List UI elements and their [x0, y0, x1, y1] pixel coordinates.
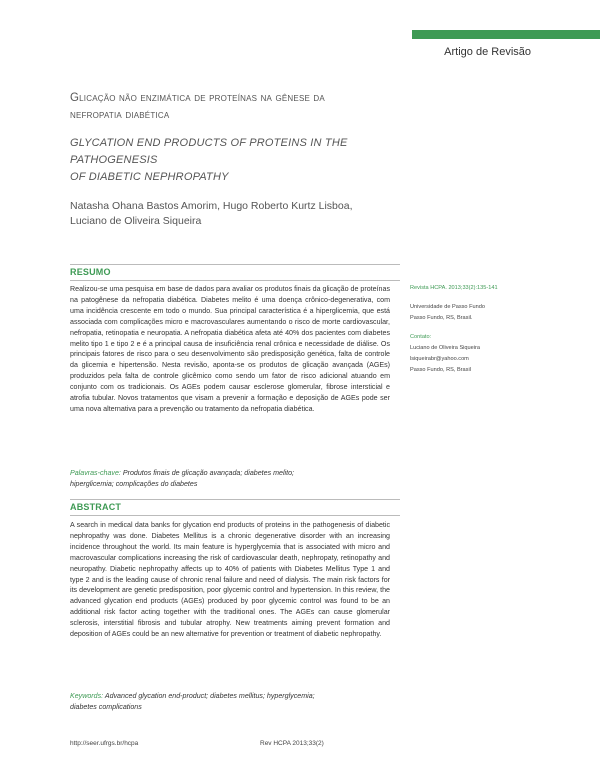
resumo-top-rule: [70, 264, 400, 265]
abstract-keywords-label: Keywords:: [70, 692, 104, 700]
title-en-line-1: GLYCATION END PRODUCTS OF PROTEINS IN THE PATHOGENESIS: [70, 137, 348, 166]
abstract-keywords-line-2: diabetes complications: [70, 702, 142, 711]
resumo-bottom-rule: [70, 280, 400, 281]
resumo-keywords: [70, 468, 390, 490]
resumo-keywords-line-1: [70, 468, 390, 479]
resumo-keywords-values-1: Produtos finais de glicação avançada; diabetes melito;: [120, 469, 294, 477]
authors-line-2: Luciano de Oliveira Siqueira: [70, 215, 202, 227]
abstract-bottom-rule: [70, 515, 400, 516]
sidebar-affiliation-line-2: Passo Fundo, RS, Brasil.: [410, 315, 473, 321]
sidebar-citation: Revista HCPA. 2013;33(2):135-141: [410, 285, 498, 291]
title-pt-line-2: nefropatia diabética: [70, 109, 170, 121]
header-accent-bar: [412, 30, 600, 39]
abstract-keywords-values-1: Advanced glycation end-product; diabetes mellitus; hyperglycemia;: [103, 692, 315, 700]
title-pt-line-1: Glicação não enzimática de proteínas na gênese da: [70, 92, 325, 104]
abstract-text: A search in medical data banks for glycation end products of proteins in the pathogenesis of diabetic nephropathy was done. Diabetes Mellitus is a chronic degenerative disorder with an increasing incidence throughout the world. Its main feature is hyperglycemia that is associated with micro and macrovascular complications increasing the risk of cardiovascular death, nephropaty, retinopathy and neuropathy. Diabetic nephropathy affects up to 40% of patients with Diabetes Mellitus Type 1 and type 2 and is the leading cause of chronic renal failure and need of dialysis. The main risk factors for its development are genetic predisposition, poor glycemic control and hypertension. In this review, the advanced glycation end products (AGEs) produced by poor glycemic control was found to be an additional risk factor acting together with the traditional ones. The AGEs can cause glomerular sclerosis, interstitial fibrosis and tubular atrophy. New treatments aiming prevent formation and deposition of AGEs could be an new alternative for prevention or treatment of diabetic nephropathy.: [70, 521, 390, 639]
authors-line-1: Natasha Ohana Bastos Amorim, Hugo Roberto Kurtz Lisboa,: [70, 200, 353, 212]
sidebar-contact-name: Luciano de Oliveira Siqueira: [410, 345, 480, 351]
footer-journal: Rev HCPA 2013;33(2): [260, 740, 324, 747]
title-en-line-2: OF DIABETIC NEPHROPATHY: [70, 171, 229, 183]
abstract-top-rule: [70, 499, 400, 500]
abstract-heading: ABSTRACT: [70, 502, 122, 512]
sidebar-contact-label: Contato:: [410, 334, 432, 340]
sidebar-info: [410, 283, 550, 376]
title-english: [70, 135, 410, 186]
sidebar-contact-email[interactable]: lsiqueirabr@yahoo.com: [410, 356, 469, 362]
resumo-heading: RESUMO: [70, 267, 111, 277]
resumo-text: Realizou-se uma pesquisa em base de dados para avaliar os produtos finais da glicação de proteínas na patogênese da nefropatia diabética. Diabetes melito é uma doença crônico-degenerativa, com uma incidência crescente em todo o mundo. Sua principal característica é a hiperglicemia, que está associada com complicações micro e macrovasculares aumentando o risco de morte cardiovascular, nefropatia, retinopatia e neuropatia. A nefropatia diabética afeta até 40% dos pacientes com diabetes melito tipo 1 e tipo 2 e é a principal causa de insuficiência renal crônica e necessidade de diálise. Os principais fatores de risco para o seu desenvolvimento são predisposição genética, falta de controle da glicemia e hipertensão. Nesta revisão, aponta-se os produtos de glicação avançada (AGEs) produzidos pela falta de controle glicêmico como sendo um fator de risco adicional atuando em conjunto com os tradicionais. Os AGEs podem causar esclerose glomerular, fibrose intersticial e atrofia tubular. Novos tratamentos que visam a prevenir a formação e deposição de AGEs pode ser uma nova alternativa para a prevenção ou tratamento da nefropatia diabética.: [70, 285, 390, 413]
abstract-keywords-line-1: [70, 691, 390, 702]
resumo-keywords-line-2: hiperglicemia; complicações do diabetes: [70, 479, 198, 488]
footer-url[interactable]: http://seer.ufrgs.br/hcpa: [70, 740, 139, 747]
authors: [70, 199, 390, 229]
abstract-keywords: [70, 691, 390, 713]
sidebar-contact-city: Passo Fundo, RS, Brasil: [410, 367, 471, 373]
title-portuguese: [70, 90, 400, 124]
resumo-keywords-label: Palavras-chave:: [70, 469, 121, 477]
section-label: Artigo de Revisão: [444, 46, 531, 58]
sidebar-affiliation-line-1: Universidade de Passo Fundo: [410, 304, 485, 310]
